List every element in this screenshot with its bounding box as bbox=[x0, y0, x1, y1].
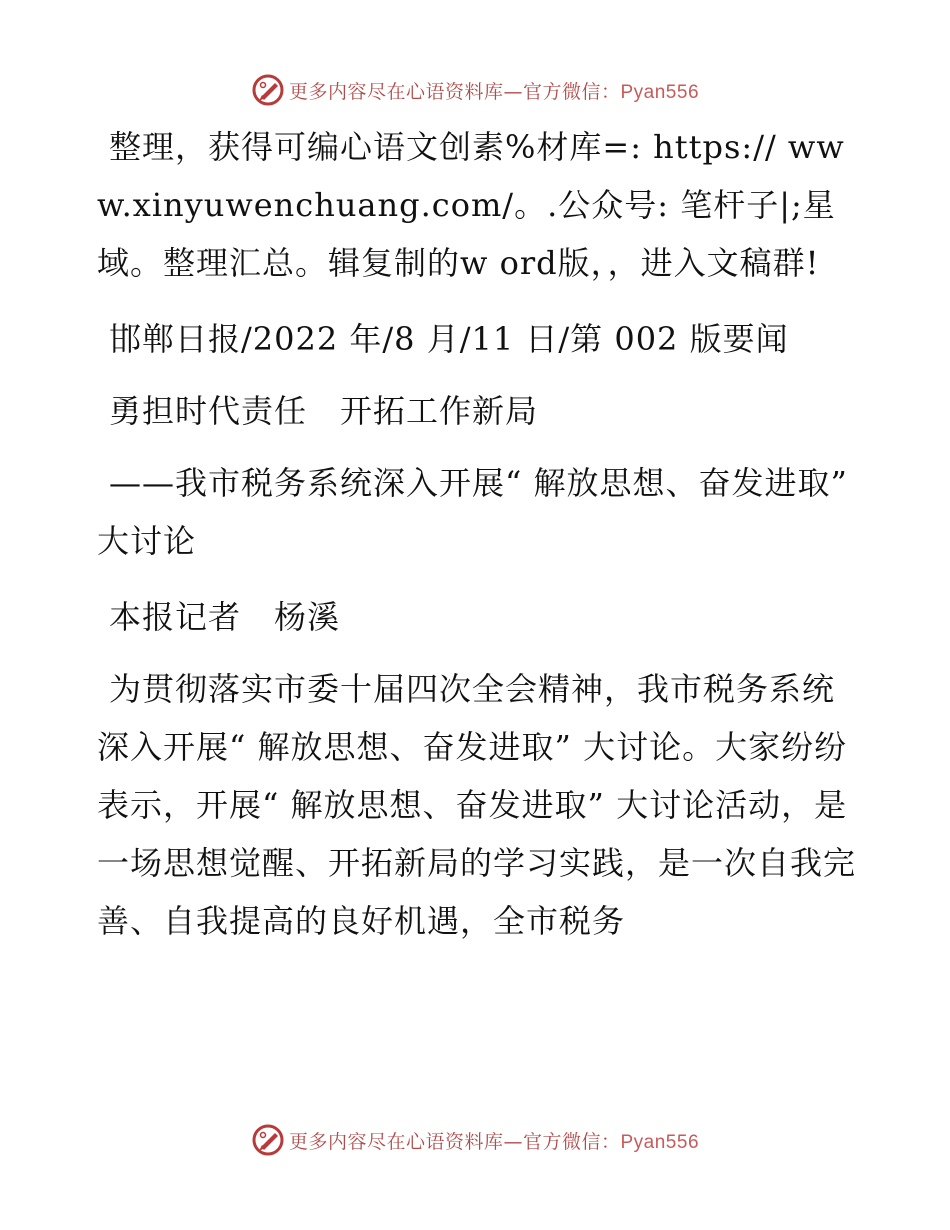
footer-dash: — bbox=[503, 1130, 523, 1153]
header-banner bbox=[0, 70, 950, 110]
footer-banner bbox=[0, 1120, 950, 1160]
banner-dash: — bbox=[503, 80, 523, 103]
article-title: 勇担时代责任 开拓工作新局 bbox=[109, 392, 539, 430]
body-paragraph: 为贯彻落实市委十届四次全会精神，我市税务系统深入开展“ 解放思想、奋发进取” 大讨论。大家纷纷表示，开展“ 解放思想、奋发进取” 大讨论活动，是一场思想觉醒、开拓新局的学习实践，是一次自我完善、自我提高的良好机遇，全市税务 bbox=[97, 670, 857, 940]
source-line: 邯郸日报/2022 年/8 月/11 日/第 002 版要闻 bbox=[109, 320, 789, 358]
footer-logo-icon bbox=[251, 1123, 285, 1157]
banner-wechat-label: 官方微信： bbox=[522, 80, 621, 103]
banner-wechat-id: Pyan556 bbox=[620, 81, 700, 103]
footer-wechat-label: 官方微信： bbox=[522, 1130, 621, 1153]
banner-content bbox=[251, 73, 699, 107]
article-subtitle: ——我市税务系统深入开展“ 解放思想、奋发进取” 大讨论 bbox=[97, 464, 848, 560]
logo-icon bbox=[251, 73, 285, 107]
footer-banner-text bbox=[289, 1127, 699, 1154]
banner-main-text: 更多内容尽在心语资料库 bbox=[288, 80, 504, 103]
document-body bbox=[97, 118, 857, 968]
footer-wechat-id: Pyan556 bbox=[620, 1131, 700, 1153]
footer-main-text: 更多内容尽在心语资料库 bbox=[288, 1130, 504, 1153]
footer-banner-content bbox=[251, 1123, 699, 1157]
intro-paragraph: 整理，获得可编心语文创素%材库=: https:// www.xinyuwenchuang.com/。.公众号: 笔杆子|;星域。整理汇总。辑复制的w ord版，，进入文稿群! bbox=[97, 128, 845, 282]
banner-text bbox=[289, 77, 699, 104]
byline: 本报记者 杨溪 bbox=[109, 598, 341, 636]
